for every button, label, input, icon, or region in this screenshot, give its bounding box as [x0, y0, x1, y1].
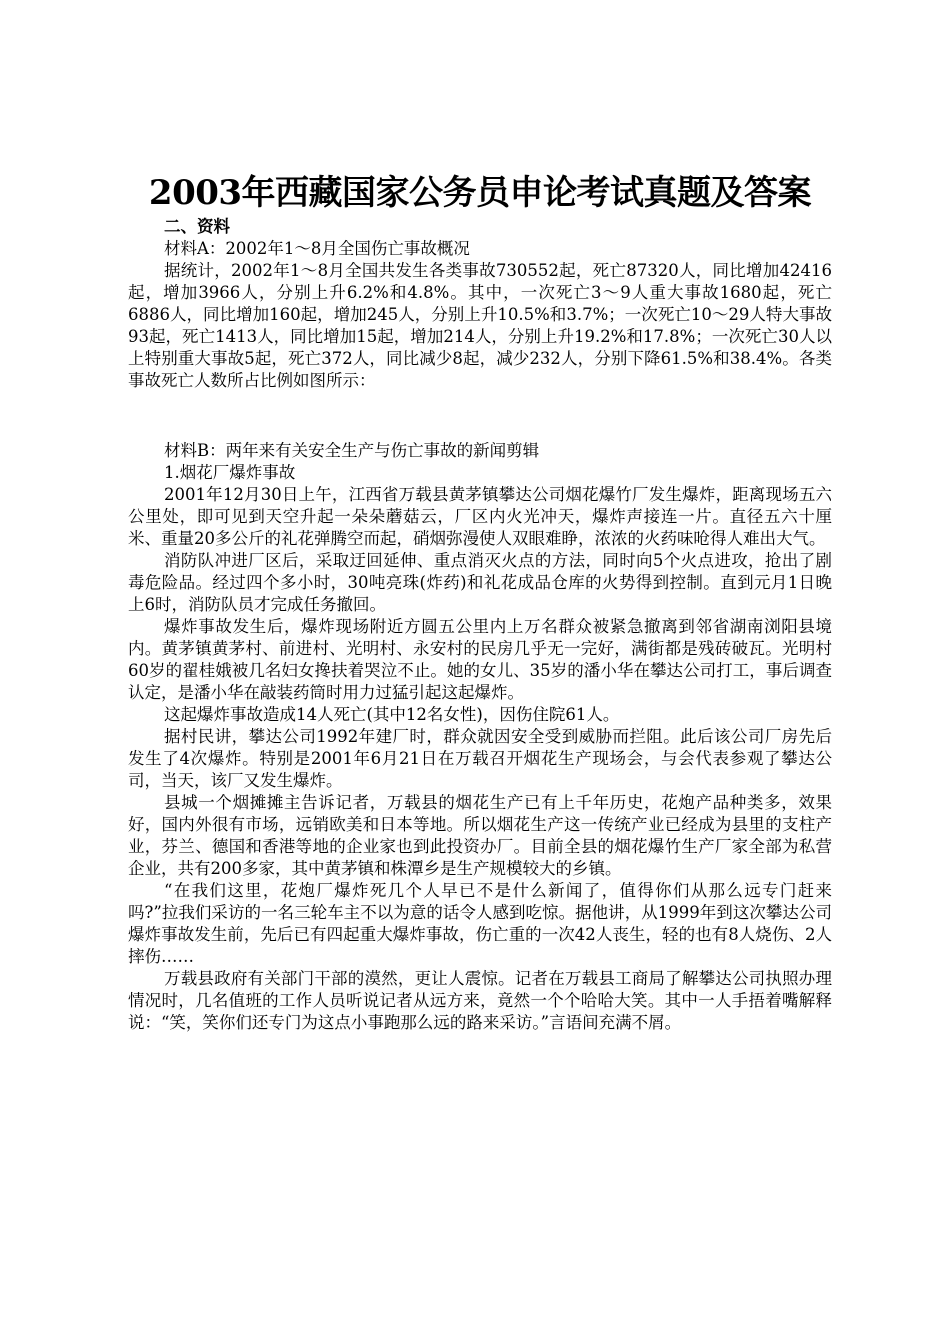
body-paragraph: 2001年12月30日上午，江西省万载县黄茅镇攀达公司烟花爆竹厂发生爆炸，距离现场五六公里处，即可见到天空升起一朵朵蘑菇云，厂区内火光冲天，爆炸声接连一片。直径五六十厘米、重量20多公斤的礼花弹腾空而起，硝烟弥漫使人双眼难睁，浓浓的火药味呛得人难出大气。 — [128, 485, 832, 548]
body-paragraph: 这起爆炸事故造成14人死亡(其中12名女性)，因伤住院61人。 — [164, 705, 620, 724]
material-a-heading: 材料A：2002年1～8月全国伤亡事故概况 — [164, 239, 470, 258]
body-paragraph: 据村民讲，攀达公司1992年建厂时，群众就因安全受到威胁而拦阻。此后该公司厂房先后发生了4次爆炸。特别是2001年6月21日在万载召开烟花生产现场会，与会代表参观了攀达公司，当天，该厂又发生爆炸。 — [128, 727, 832, 790]
subsection-heading: 1.烟花厂爆炸事故 — [164, 463, 296, 482]
document-page — [128, 0, 832, 1034]
document-title: 2003年西藏国家公务员申论考试真题及答案 — [148, 173, 812, 213]
body-paragraph: 万载县政府有关部门干部的漠然，更让人震惊。记者在万载县工商局了解攀达公司执照办理情况时，几名值班的工作人员听说记者从远方来，竟然一个个哈哈大笑。其中一人手捂着嘴解释说：“笑，笑你们还专门为这点小事跑那么远的路来采访。”言语间充满不屑。 — [128, 969, 832, 1032]
body-paragraph: 爆炸事故发生后，爆炸现场附近方圆五公里内上万名群众被紧急撤离到邻省湖南浏阳县境内。黄茅镇黄茅村、前进村、光明村、永安村的民房几乎无一完好，满街都是残砖破瓦。光明村60岁的翟桂娥被几名妇女搀扶着哭泣不止。她的女儿、35岁的潘小华在攀达公司打工，事后调查认定，是潘小华在敲装药筒时用力过猛引起这起爆炸。 — [128, 617, 832, 702]
section-heading: 二、资料 — [164, 217, 230, 236]
body-paragraph: “在我们这里，花炮厂爆炸死几个人早已不是什么新闻了，值得你们从那么远专门赶来吗?”拉我们采访的一名三轮车主不以为意的话令人感到吃惊。据他讲，从1999年到这次攀达公司爆炸事故发生前，先后已有四起重大爆炸事故，伤亡重的一次42人丧生，轻的也有8人烧伤、2人摔伤…… — [128, 881, 832, 966]
body-paragraph: 消防队冲进厂区后，采取迂回延伸、重点消灭火点的方法，同时向5个火点进攻，抢出了剧毒危险品。经过四个多小时，30吨亮珠(炸药)和礼花成品仓库的火势得到控制。直到元月1日晚上6时，消防队员才完成任务撤回。 — [128, 551, 832, 614]
body-paragraph: 县城一个烟摊摊主告诉记者，万载县的烟花生产已有上千年历史，花炮产品种类多，效果好，国内外很有市场，远销欧美和日本等地。所以烟花生产这一传统产业已经成为县里的支柱产业，芬兰、德国和香港等地的企业家也到此投资办厂。目前全县的烟花爆竹生产厂家全部为私营企业，共有200多家，其中黄茅镇和株潭乡是生产规模较大的乡镇。 — [128, 793, 832, 878]
figure-placeholder — [128, 392, 832, 440]
material-b-heading: 材料B：两年来有关安全生产与伤亡事故的新闻剪辑 — [164, 441, 540, 460]
material-a-paragraph: 据统计，2002年1～8月全国共发生各类事故730552起，死亡87320人，同比增加42416起，增加3966人，分别上升6.2%和4.8%。其中，一次死亡3～9人重大事故1680起，死亡6886人，同比增加160起，增加245人，分别上升10.5%和3.7%；一次死亡10～29人特大事故93起，死亡1413人，同比增加15起，增加214人，分别上升19.2%和17.8%；一次死亡30人以上特别重大事故5起，死亡372人，同比减少8起，减少232人，分别下降61.5%和38.4%。各类事故死亡人数所占比例如图所示： — [128, 261, 832, 390]
